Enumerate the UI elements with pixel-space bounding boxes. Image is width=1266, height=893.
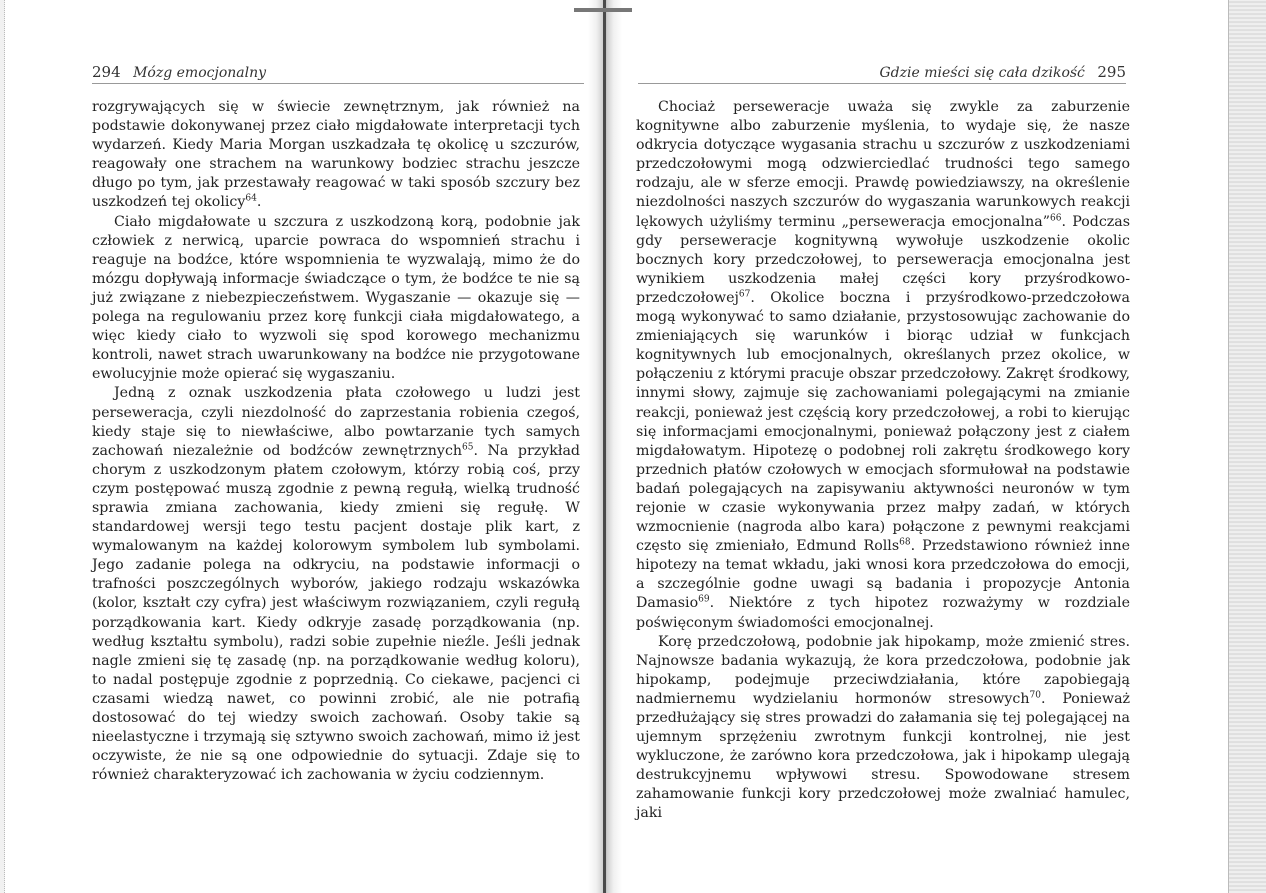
right-page (612, 0, 1266, 893)
paragraph: Ciało migdałowate u szczura z uszkodzoną korą, podobnie jak człowiek z nerwicą, uparcie powraca do wspomnień strachu i reaguje na bodźce, które wspomnienia te wyzwalają, mimo że do mózgu dopływają informacje świadczące o tym, że bodźce te nie są już związane z niebezpieczeństwem. Wygaszanie — okazuje się — polega na regulowaniu przez korę funkcji ciała migdałowatego, a więc kiedy ciało to wyzwoli się spod korowego mechanizmu kontroli, nawet strach uwarunkowany na bodźce nie przygotowane ewolucyjnie może opierać się wygaszaniu. (92, 213, 580, 383)
right-page-header (638, 63, 1126, 84)
paragraph: Korę przedczołową, podobnie jak hipokamp, może zmienić stres. Najnowsze badania wykazują, że kora przedczołowa, podobnie jak hipokamp, podejmuje przeciwdziałania, które zapobiegają nadmiernemu wydzielaniu hormonów stresowych$^{70}$. Ponieważ przedłużający się stres prowadzi do załamania się tej polegającej na ujemnym sprzężeniu zwrotnym funkcji kontrolnej, nie jest wykluczone, że zarówno kora przedczołowa, jak i hipokamp ulegają destrukcyjnemu wpływowi stresu. Spowodowane stresem zahamowanie funkcji kory przedczołowej może zwalniać hamulec, jaki (636, 633, 1130, 822)
left-page-header (92, 63, 584, 84)
gutter-spine-line (603, 0, 606, 893)
footnote-ref: 65 (462, 441, 474, 452)
footnote-ref: 64 (245, 193, 257, 204)
page-number: 295 (1097, 63, 1126, 81)
paragraph: Chociaż perseweracje uważa się zwykle za zaburzenie kognitywne albo zaburzenie myślenia, to wydaje się, że nasze odkrycia dotyczące wygasania strachu u szczurów z uszkodzeniami przedczołowymi mogą odzwierciedlać trudności tego samego rodzaju, ale w sferze emocji. Prawdę powiedziawszy, na określenie niezdolności naszych szczurów do wygaszania warunkowych reakcji lękowych użyliśmy terminu „perseweracja emocjonalna”$^{66}$. Podczas gdy perseweracje kognitywną wywołuje uszkodzenie okolic bocznych kory przedczołowej, to perseweracja emocjonalna jest wynikiem uszkodzenia małej części kory przyśrodkowo-przedczołowej$^{67}$. Okolice boczna i przyśrodkowo-przedczołowa mogą wykonywać to samo działanie, przystosowując zachowanie do zmieniających się warunków i biorąc udział w funkcjach kognitywnych lub emocjonalnych, określanych przez okolice, w połączeniu z którymi pracuje obszar przedczołowy. Zakręt środkowy, innymi słowy, zajmuje się zachowaniami polegającymi na zmianie reakcji, ponieważ jest częścią kory przedczołowej, a robi to kierując się informacjami emocjonalnymi, ponieważ połączony jest z ciałem migdałowatym. Hipotezę o podobnej roli zakrętu środkowego kory przednich płatów czołowych w emocjach sformułował na podstawie badań polegających na zapisywaniu aktywności neuronów w tym rejonie w czasie wykonywania przez małpy zadań, w których wzmocnienie (nagroda albo kara) połączone z pewnymi reakcjami często się zmieniało, Edmund Rolls$^{68}$. Przedstawiono również inne hipotezy na temat wkładu, jaki wnosi kora przedczołowa do emocji, a szczególnie godne uwagi są badania i propozycje Antonia Damasio$^{69}$. Niektóre z tych hipotez rozważymy w rozdziale poświęconym świadomości emocjonalnej. (636, 99, 1130, 631)
left-page-body (92, 98, 580, 785)
running-title: Gdzie mieści się cała dzikość (879, 65, 1085, 81)
footnote-ref: 69 (698, 594, 710, 605)
running-title: Mózg emocjonalny (133, 65, 267, 81)
paragraph: Jedną z oznak uszkodzenia płata czołowego u ludzi jest perseweracja, czyli niezdolność do zaprzestania robienia czegoś, kiedy staje się to niewłaściwe, albo powtarzanie tych samych zachowań niezależnie od bodźców zewnętrznych$^{65}$. Na przykład chorym z uszkodzonym płatem czołowym, którzy robią coś, przy czym postępować muszą zgodnie z pewną regułą, wielką trudność sprawia zmiana zachowania, kiedy zmieni się regułę. W standardowej wersji tego testu pacjent dostaje plik kart, z wymalowanym na każdej kolorowym symbolem lub symbolami. Jego zadanie polega na odkryciu, na podstawie informacji o trafności poszczególnych wyborów, jakiego rodzaju wskazówka (kolor, kształt czy cyfra) jest właściwym rozwiązaniem, czyli regułą porządkowania kart. Kiedy odkryje zasadę porządkowania (np. według kształtu symbolu), radzi sobie zupełnie nieźle. Jeśli jednak nagle zmieni się tę zasadę (np. na porządkowanie według koloru), to nadal postępuje zgodnie z poprzednią. Co ciekawe, pacjenci ci czasami wiedzą nawet, co powinni zrobić, ale nie potrafią dostosować do tej wiedzy swoich zachowań. Osoby takie są nieelastyczne i trzymają się sztywno swoich zachowań, mimo iż jest oczywiste, że nie są one odpowiednie do sytuacji. Zdaje się to również charakteryzować ich zachowania w życiu codziennym. (92, 385, 580, 784)
right-page-body (636, 98, 1130, 824)
paragraph: rozgrywających się w świecie zewnętrznym, jak również na podstawie dokonywanej przez ciało migdałowate interpretacji tych wydarzeń. Kiedy Maria Morgan uszkadzała tę okolicę u szczurów, reagowały one strachem na warunkowy bodziec strachu jeszcze długo po tym, jak przestawały reagować w taki sposób szczury bez uszkodzeń tej okolicy$^{64}$. (92, 99, 580, 211)
scan-right-edge (1228, 0, 1266, 893)
left-page (0, 0, 600, 893)
page-number: 294 (92, 63, 121, 81)
footnote-ref: 70 (1029, 690, 1041, 701)
footnote-ref: 66 (1050, 212, 1062, 223)
footnote-ref: 68 (899, 537, 911, 548)
footnote-ref: 67 (738, 289, 751, 300)
gutter-top-mark (574, 8, 632, 12)
